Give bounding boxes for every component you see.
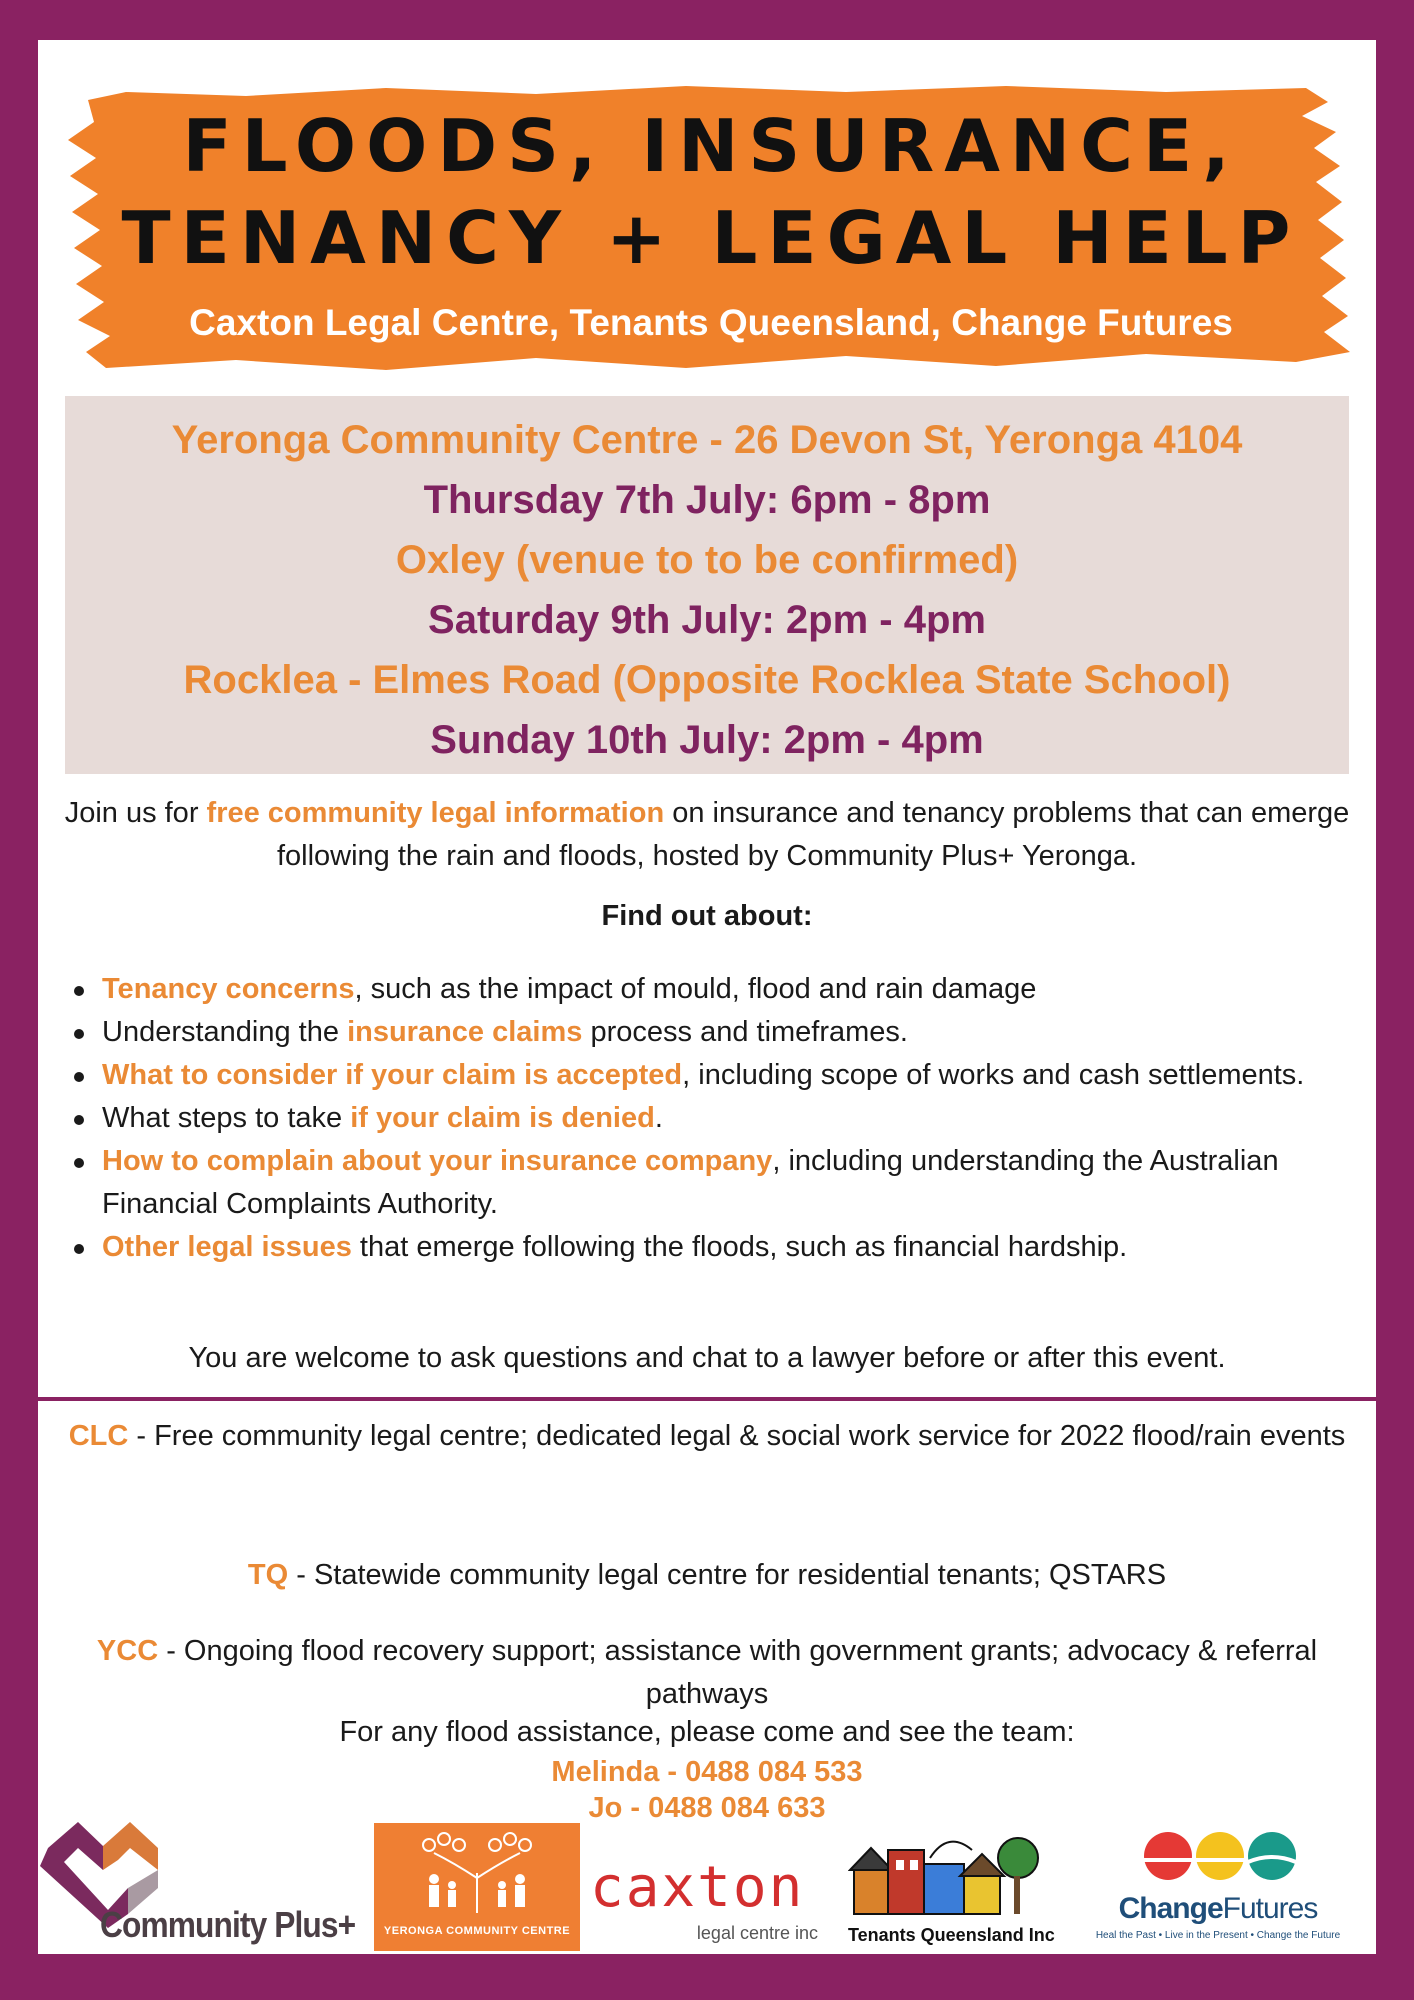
cf-bold: Change xyxy=(1118,1892,1223,1925)
change-futures-wordmark xyxy=(1088,1892,1348,1926)
assist-text: For any flood assistance, please come and see the team: xyxy=(339,1716,1075,1748)
bullet-text: Understanding the xyxy=(102,1016,348,1048)
tenants-queensland-logo xyxy=(848,1828,1055,1954)
topic-list xyxy=(102,968,1342,1269)
intro-highlight: free community legal information xyxy=(206,797,665,829)
welcome-note: You are welcome to ask questions and chat to a lawyer before or after this event. xyxy=(188,1342,1226,1374)
list-item xyxy=(102,1011,1342,1054)
change-futures-logo xyxy=(1088,1826,1348,1952)
bullet-highlight: Other legal issues xyxy=(102,1231,352,1263)
org-abbr: TQ xyxy=(247,1559,289,1591)
title-line-1: FLOODS, INSURANCE, xyxy=(182,104,1240,188)
org-description: - Free community legal centre; dedicated legal & social work service for 2022 flood/rain events xyxy=(128,1420,1346,1452)
caxton-subtitle: legal centre inc xyxy=(696,1923,818,1943)
org-description: - Statewide community legal centre for residential tenants; QSTARS xyxy=(288,1559,1167,1591)
houses-illustration-icon xyxy=(848,1828,1048,1924)
community-plus-logo xyxy=(38,1818,358,1954)
contact-melinda: Melinda - 0488 084 533 xyxy=(551,1756,863,1788)
org-clc xyxy=(68,1415,1346,1458)
org-abbr: YCC xyxy=(96,1635,159,1667)
bullet-text: process and timeframes. xyxy=(582,1016,908,1048)
contact-jo: Jo - 0488 084 633 xyxy=(588,1792,826,1824)
event-venue: Yeronga Community Centre - 26 Devon St, Yeronga 4104 xyxy=(171,418,1243,462)
event-venue: Rocklea - Elmes Road (Opposite Rocklea State School) xyxy=(183,658,1231,702)
bullet-highlight: Tenancy concerns xyxy=(102,973,355,1005)
tenants-queensland-wordmark: Tenants Queensland Inc xyxy=(848,1925,1055,1945)
banner-subtitle: Caxton Legal Centre, Tenants Queensland, Change Futures xyxy=(189,302,1233,343)
intro-post: on insurance and tenancy problems that can emerge following the rain and floods, hosted by Community Plus+ Yeronga. xyxy=(276,797,1350,872)
events-box xyxy=(65,396,1349,774)
bullet-text: , such as the impact of mould, flood and rain damage xyxy=(354,973,1037,1005)
org-tq xyxy=(68,1554,1346,1597)
event-date: Thursday 7th July: 6pm - 8pm xyxy=(423,478,991,522)
bullet-highlight: What to consider if your claim is accepted xyxy=(102,1059,683,1091)
event-date: Saturday 9th July: 2pm - 4pm xyxy=(428,598,986,642)
intro-paragraph xyxy=(48,792,1366,878)
bullet-text: What steps to take xyxy=(102,1102,351,1134)
event-date: Sunday 10th July: 2pm - 4pm xyxy=(430,718,984,762)
org-description: - Ongoing flood recovery support; assistance with government grants; advocacy & referral pathways xyxy=(158,1635,1318,1710)
section-divider xyxy=(38,1397,1376,1401)
caxton-wordmark: caxton xyxy=(590,1855,805,1920)
bullet-text: , including understanding the Australian Financial Complaints Authority. xyxy=(102,1145,1279,1220)
list-item xyxy=(102,1140,1342,1226)
org-abbr: CLC xyxy=(68,1420,129,1452)
org-ycc xyxy=(68,1630,1346,1716)
bullet-highlight: How to complain about your insurance company xyxy=(102,1145,773,1177)
yeronga-wordmark: YERONGA COMMUNITY CENTRE xyxy=(383,1925,571,1937)
bullet-highlight: insurance claims xyxy=(347,1016,583,1048)
list-item xyxy=(102,1226,1342,1269)
tree-family-icon xyxy=(374,1823,580,1923)
intro-pre: Join us for xyxy=(64,797,207,829)
change-futures-tagline: Heal the Past • Live in the Present • Change the Future xyxy=(1095,1930,1341,1941)
list-item xyxy=(102,1097,1342,1140)
find-out-heading: Find out about: xyxy=(601,900,813,932)
bullet-text: that emerge following the floods, such as financial hardship. xyxy=(351,1231,1128,1263)
list-item xyxy=(102,968,1342,1011)
cf-light: Futures xyxy=(1222,1892,1318,1925)
yeronga-community-centre-logo xyxy=(374,1823,580,1951)
three-suns-icon xyxy=(1088,1826,1348,1886)
flyer-page xyxy=(38,40,1376,1954)
bullet-text: . xyxy=(654,1102,663,1134)
list-item xyxy=(102,1054,1342,1097)
bullet-text: , including scope of works and cash settlements. xyxy=(682,1059,1305,1091)
bullet-highlight: if your claim is denied xyxy=(350,1102,655,1134)
title-line-2: TENANCY + LEGAL HELP xyxy=(121,196,1301,280)
community-plus-wordmark: Community Plus+ xyxy=(100,1904,356,1945)
title-banner xyxy=(66,62,1356,380)
caxton-logo xyxy=(586,1855,836,1954)
event-venue: Oxley (venue to to be confirmed) xyxy=(395,538,1019,582)
